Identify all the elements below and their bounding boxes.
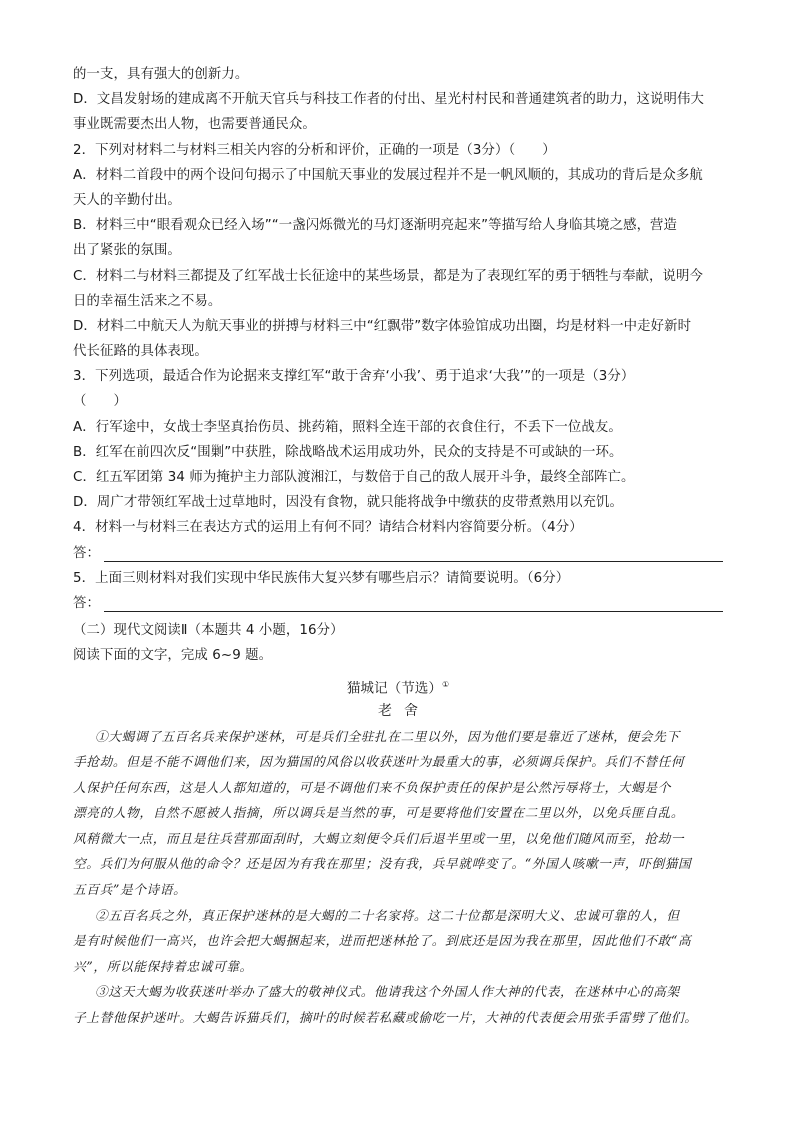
answer-line-q5[interactable]: [73, 591, 723, 616]
answer-underline[interactable]: [104, 543, 723, 562]
q2-option-c-line-2: 日的幸福生活来之不易。: [73, 293, 222, 309]
q3-option-b: B．红军在前四次反“围剿”中获胜，除战略战术运用成功外，民众的支持是不可或缺的一环。: [73, 444, 623, 460]
passage-title: [73, 672, 723, 698]
reading-instruction: 阅读下面的文字，完成 6~9 题。: [73, 648, 273, 664]
question-4: 4．材料一与材料三在表达方式的运用上有何不同？请结合材料内容简要分析。（4分）: [73, 520, 583, 536]
text-line: 的一支，具有强大的创新力。: [73, 67, 249, 82]
question-2: 2．下列对材料二与材料三相关内容的分析和评价，正确的一项是（3分）（ ）: [73, 142, 556, 158]
document-page: [73, 62, 723, 1031]
passage-author: 老舍: [378, 702, 430, 719]
paragraph-1-line: 五百兵”是个诗语。: [73, 882, 187, 898]
q3-option-a: A．行军途中，女战士李坚真抬伤员、挑药箱，照料全连干部的衣食住行，不丢下一位战友。: [73, 419, 622, 435]
q2-option-a-line-1: A．材料二首段中的两个设问句揭示了中国航天事业的发展过程并不是一帆风顺的，其成功的背后是众多航: [73, 167, 703, 183]
passage-body: [73, 724, 723, 1031]
q2-option-d-line-2: 代长征路的具体表现。: [73, 344, 208, 360]
answer-label: 答：: [73, 545, 100, 561]
paragraph-3-line: ③这天大蝎为收获迷叶举办了盛大的敬神仪式。他请我这个外国人作大神的代表，在迷林中心的高架: [95, 984, 680, 1000]
option-d-line-1: D．文昌发射场的建成离不开航天官兵与科技工作者的付出、星光村村民和普通建筑者的助力，这说明伟大: [73, 92, 704, 108]
answer-line-q4[interactable]: [73, 541, 723, 566]
paragraph-1-line: 手抢劫。但是不能不调他们来，因为猫国的风俗以收获迷叶为最重大的事，必须调兵保护。兵们不替任何: [73, 754, 685, 770]
q2-option-d-line-1: D．材料二中航天人为航天事业的拼搏与材料三中“红飘带”数字体验馆成功出圈，均是材料一中走好新时: [73, 318, 692, 334]
q3-option-d: D．周广才带领红军战士过草地时，因没有食物，就只能将战争中缴获的皮带煮熟用以充饥。: [73, 495, 624, 511]
question-3-paren: （ ）: [73, 394, 127, 410]
q3-option-c: C．红五军团第 34 师为掩护主力部队渡湘江，与数倍于自己的敌人展开斗争，最终全部阵亡。: [73, 470, 635, 485]
question-3: 3．下列选项，最适合作为论据来支撑红军“敢于舍弃‘小我’、勇于追求‘大我’”的一项是（3分）: [73, 369, 635, 385]
section-header: （二）现代文阅读Ⅱ（本题共 4 小题，16分）: [73, 623, 344, 639]
q2-option-b-line-2: 出了紧张的氛围。: [73, 243, 181, 259]
paragraph-1-line: 人保护任何东西，这是人人都知道的，可是不调他们来不负保护责任的保护是公然污辱将士，大蝎是个: [73, 779, 671, 795]
paragraph-2-line: 兴”，所以能保持着忠诚可靠。: [73, 958, 253, 974]
material-questions: [73, 62, 723, 541]
paragraph-2-line: ②五百名兵之外，真正保护迷林的是大蝎的二十名家将。这二十位都是深明大义、忠诚可靠的人，但: [95, 907, 680, 923]
paragraph-1-line: ①大蝎调了五百名兵来保护迷林，可是兵们全驻扎在二里以外，因为他们要是靠近了迷林，便会先下: [95, 728, 680, 744]
paragraph-1-line: 风稍微大一点，而且是往兵营那面刮时，大蝎立刻便令兵们后退半里或一里，以免他们随风而至，抢劫一: [73, 830, 685, 846]
answer-label: 答：: [73, 595, 100, 611]
passage-title-text: 猫城记（节选）: [346, 680, 442, 697]
q2-option-b-line-1: B．材料三中“眼看观众已经入场”“一盏闪烁微光的马灯逐渐明亮起来”等描写给人身临其境之感，营造: [73, 218, 678, 234]
paragraph-2-line: 是有时候他们一高兴，也许会把大蝎捆起来，进而把迷林抢了。到底还是因为我在那里，因此他们不敢“高: [73, 933, 692, 949]
paragraph-1-line: 漂亮的人物，自然不愿被人指摘，所以调兵是当然的事，可是要将他们安置在二里以外，以免兵匪自乱。: [73, 805, 685, 821]
paragraph-1-line: 空。兵们为何服从他的命令？还是因为有我在那里；没有我，兵早就哗变了。“外国人咳嗽一声，吓倒猫国: [73, 856, 692, 872]
q2-option-c-line-1: C．材料二与材料三都提及了红军战士长征途中的某些场景，都是为了表现红军的勇于牺牲与奉献，说明今: [73, 268, 704, 284]
paragraph-3-line: 子上替他保护迷叶。大蝎告诉猫兵们，摘叶的时候若私藏或偷吃一片，大神的代表便会用张手雷劈了他们。: [73, 1010, 698, 1026]
q2-option-a-line-2: 天人的辛勤付出。: [73, 192, 181, 208]
answer-underline[interactable]: [104, 593, 723, 612]
option-d-line-2: 事业既需要杰出人物，也需要普通民众。: [73, 117, 316, 133]
footnote-marker: ①: [441, 679, 450, 689]
question-5: 5．上面三则材料对我们实现中华民族伟大复兴梦有哪些启示？请简要说明。（6分）: [73, 570, 570, 586]
